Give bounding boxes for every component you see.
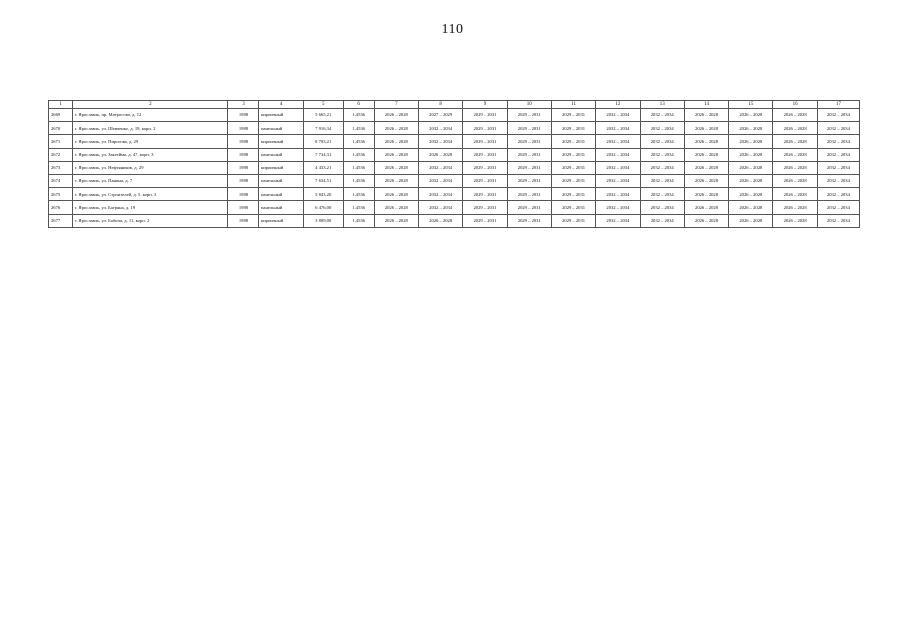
- table-cell: 2032 – 2034: [817, 174, 859, 187]
- table-cell: 4 433,21: [303, 161, 343, 174]
- table-cell: 2026 – 2028: [684, 109, 728, 122]
- table-cell: 2671: [49, 135, 73, 148]
- table-cell: 2026 – 2028: [374, 109, 418, 122]
- table-cell: панельный: [259, 148, 303, 161]
- table-cell: 1988: [228, 109, 259, 122]
- table-cell: 2027 – 2029: [418, 109, 462, 122]
- table-cell: 2026 – 2028: [773, 135, 817, 148]
- table-cell: 1,4536: [343, 161, 374, 174]
- table-cell: 2029 – 2031: [463, 135, 507, 148]
- table-cell: 2026 – 2028: [729, 161, 773, 174]
- table-row: [49, 161, 860, 174]
- table-cell: 5 843,20: [303, 188, 343, 201]
- table-cell: 2026 – 2028: [374, 148, 418, 161]
- table-cell: 2026 – 2028: [684, 188, 728, 201]
- column-number: 11: [551, 101, 595, 109]
- header-row: [49, 101, 860, 109]
- table-cell: 2029 – 2031: [463, 148, 507, 161]
- table-cell: 1988: [228, 122, 259, 135]
- table-cell: г. Ярославль, ул. Строителей, д. 5, корп. 3: [73, 188, 228, 201]
- table-cell: 2029 – 2031: [463, 188, 507, 201]
- table-cell: 7 916,34: [303, 122, 343, 135]
- table-cell: 2032 – 2034: [596, 174, 640, 187]
- column-number: 6: [343, 101, 374, 109]
- table-cell: 2029 – 2031: [507, 122, 551, 135]
- table-cell: 7 734,31: [303, 148, 343, 161]
- table-cell: 2032 – 2034: [640, 214, 684, 227]
- table-cell: 2026 – 2028: [773, 161, 817, 174]
- table-cell: 6 476,00: [303, 201, 343, 214]
- table-cell: панельный: [259, 174, 303, 187]
- table-body: [49, 109, 860, 228]
- table-cell: г. Ярославль, ул. Пирогова, д. 29: [73, 135, 228, 148]
- table-row: [49, 109, 860, 122]
- table-cell: 1988: [228, 148, 259, 161]
- column-number: 10: [507, 101, 551, 109]
- table-cell: панельный: [259, 201, 303, 214]
- table-cell: 2032 – 2034: [418, 201, 462, 214]
- table-cell: 2032 – 2034: [418, 122, 462, 135]
- table-cell: панельный: [259, 188, 303, 201]
- table-cell: 2032 – 2034: [596, 122, 640, 135]
- table-row: [49, 148, 860, 161]
- table-cell: 2029 – 2031: [507, 135, 551, 148]
- table-cell: 2026 – 2028: [418, 148, 462, 161]
- page-number: 110: [441, 22, 464, 37]
- table-cell: 2026 – 2028: [684, 161, 728, 174]
- table-cell: 2029 – 2031: [551, 188, 595, 201]
- table-cell: 1,4536: [343, 148, 374, 161]
- table-cell: 2026 – 2028: [374, 122, 418, 135]
- table-cell: 2032 – 2034: [596, 188, 640, 201]
- table-cell: 1988: [228, 201, 259, 214]
- table-cell: 2029 – 2031: [507, 214, 551, 227]
- table-cell: 2029 – 2031: [463, 214, 507, 227]
- table-cell: 2029 – 2031: [551, 214, 595, 227]
- table-cell: 2026 – 2028: [729, 201, 773, 214]
- table-cell: 1988: [228, 161, 259, 174]
- table-cell: 2674: [49, 174, 73, 187]
- column-number: 15: [729, 101, 773, 109]
- table-cell: 2026 – 2028: [729, 174, 773, 187]
- table-cell: 2026 – 2028: [773, 201, 817, 214]
- table-cell: 2026 – 2028: [729, 109, 773, 122]
- data-table: [48, 100, 860, 228]
- table-cell: 2672: [49, 148, 73, 161]
- table-cell: 2032 – 2034: [640, 201, 684, 214]
- table-row: [49, 214, 860, 227]
- table-cell: 1,4536: [343, 109, 374, 122]
- table-cell: 2026 – 2028: [684, 122, 728, 135]
- table-row: [49, 201, 860, 214]
- table-cell: 2029 – 2031: [463, 122, 507, 135]
- table-cell: 2032 – 2034: [640, 122, 684, 135]
- table-cell: 2026 – 2028: [418, 214, 462, 227]
- table-cell: г. Ярославль, ул. Нефтяников, д. 29: [73, 161, 228, 174]
- table-cell: 2026 – 2028: [374, 161, 418, 174]
- table-cell: 2669: [49, 109, 73, 122]
- table-cell: 2026 – 2028: [374, 174, 418, 187]
- table-cell: 2026 – 2028: [684, 174, 728, 187]
- table-cell: 2026 – 2028: [374, 135, 418, 148]
- table-cell: 2026 – 2028: [773, 148, 817, 161]
- table-cell: 1,4536: [343, 174, 374, 187]
- table-cell: 2029 – 2031: [507, 161, 551, 174]
- table-row: [49, 122, 860, 135]
- table-cell: 2029 – 2031: [463, 161, 507, 174]
- table-cell: 2032 – 2034: [596, 148, 640, 161]
- table-cell: г. Ярославль, ул. Бабича, д. 11, корп. 2: [73, 214, 228, 227]
- table-cell: 1988: [228, 188, 259, 201]
- table-cell: 2026 – 2028: [773, 214, 817, 227]
- table-cell: г. Ярославль, ул. Закгейма, д. 47, корп. 3: [73, 148, 228, 161]
- table-cell: 2032 – 2034: [640, 161, 684, 174]
- table-cell: г. Ярославль, ул. Шевченко, д. 19, корп. 2: [73, 122, 228, 135]
- table-cell: 2026 – 2028: [773, 174, 817, 187]
- table-cell: 2032 – 2034: [817, 214, 859, 227]
- table-cell: кирпичный: [259, 135, 303, 148]
- table-cell: 2029 – 2031: [507, 174, 551, 187]
- table-cell: г. Ярославль, ул. Панина, д. 7: [73, 174, 228, 187]
- table-cell: 2032 – 2034: [640, 135, 684, 148]
- table-cell: 1,4536: [343, 188, 374, 201]
- table-cell: 2032 – 2034: [640, 148, 684, 161]
- table-cell: 2677: [49, 214, 73, 227]
- table-cell: 2032 – 2034: [596, 161, 640, 174]
- table-cell: 1,4536: [343, 214, 374, 227]
- table-cell: 3 809,00: [303, 214, 343, 227]
- table-cell: 2032 – 2034: [640, 109, 684, 122]
- table-cell: 2676: [49, 201, 73, 214]
- table-cell: панельный: [259, 122, 303, 135]
- table-cell: 1,4536: [343, 122, 374, 135]
- table-cell: 2032 – 2034: [817, 122, 859, 135]
- table-cell: 2029 – 2031: [507, 201, 551, 214]
- table-cell: 2032 – 2034: [596, 201, 640, 214]
- table-cell: 1,4536: [343, 201, 374, 214]
- column-number: 1: [49, 101, 73, 109]
- table-cell: 2029 – 2031: [463, 174, 507, 187]
- table-cell: 8 793,21: [303, 135, 343, 148]
- column-number: 3: [228, 101, 259, 109]
- table-cell: 2029 – 2031: [551, 122, 595, 135]
- table-cell: 2026 – 2028: [684, 148, 728, 161]
- table-cell: 2026 – 2028: [729, 148, 773, 161]
- table-cell: 2026 – 2028: [374, 188, 418, 201]
- column-number: 5: [303, 101, 343, 109]
- table-cell: кирпичный: [259, 214, 303, 227]
- table-cell: кирпичный: [259, 109, 303, 122]
- table-cell: 2026 – 2028: [729, 135, 773, 148]
- table-cell: 2029 – 2031: [463, 109, 507, 122]
- table-cell: 2026 – 2028: [374, 214, 418, 227]
- table-cell: 2029 – 2031: [507, 188, 551, 201]
- table-cell: 2029 – 2031: [551, 135, 595, 148]
- table-cell: 2026 – 2028: [684, 201, 728, 214]
- table-cell: 2026 – 2028: [374, 201, 418, 214]
- table-cell: 2032 – 2034: [418, 174, 462, 187]
- column-number: 9: [463, 101, 507, 109]
- table-cell: 2026 – 2028: [729, 188, 773, 201]
- table-cell: 2026 – 2028: [729, 214, 773, 227]
- table-cell: 1988: [228, 135, 259, 148]
- table-cell: 2029 – 2031: [551, 201, 595, 214]
- table-cell: 2026 – 2028: [684, 135, 728, 148]
- table-cell: 2032 – 2034: [817, 161, 859, 174]
- table-cell: 1988: [228, 214, 259, 227]
- table-row: [49, 135, 860, 148]
- table-cell: 2029 – 2031: [463, 201, 507, 214]
- table-cell: г. Ярославль, пр. Матросова, д. 12: [73, 109, 228, 122]
- column-number: 2: [73, 101, 228, 109]
- table-cell: 2032 – 2034: [418, 135, 462, 148]
- column-number: 13: [640, 101, 684, 109]
- table-row: [49, 188, 860, 201]
- table-cell: 2032 – 2034: [640, 174, 684, 187]
- table-cell: 2032 – 2034: [817, 188, 859, 201]
- table-cell: 5 665,21: [303, 109, 343, 122]
- column-number: 7: [374, 101, 418, 109]
- table-cell: 2029 – 2031: [551, 109, 595, 122]
- table-cell: 2032 – 2034: [418, 161, 462, 174]
- column-number: 12: [596, 101, 640, 109]
- table-row: [49, 174, 860, 187]
- table-cell: 2026 – 2028: [773, 109, 817, 122]
- table-cell: 2032 – 2034: [596, 109, 640, 122]
- table-cell: 2026 – 2028: [773, 188, 817, 201]
- table-cell: 2032 – 2034: [596, 135, 640, 148]
- table-cell: 1988: [228, 174, 259, 187]
- table-cell: 2029 – 2031: [551, 174, 595, 187]
- table-cell: 1,4536: [343, 135, 374, 148]
- table-cell: 2032 – 2034: [817, 135, 859, 148]
- table-cell: 2675: [49, 188, 73, 201]
- table-cell: 2026 – 2028: [773, 122, 817, 135]
- table-cell: 2029 – 2031: [551, 161, 595, 174]
- column-number: 17: [817, 101, 859, 109]
- table-cell: 2670: [49, 122, 73, 135]
- table-cell: 2029 – 2031: [507, 148, 551, 161]
- table-cell: 2032 – 2034: [817, 148, 859, 161]
- table-cell: 2026 – 2028: [684, 214, 728, 227]
- column-number: 4: [259, 101, 303, 109]
- table-cell: 2032 – 2034: [817, 109, 859, 122]
- table-cell: 2032 – 2034: [640, 188, 684, 201]
- table-cell: 2032 – 2034: [418, 188, 462, 201]
- table-cell: 2032 – 2034: [817, 201, 859, 214]
- table-cell: 2032 – 2034: [596, 214, 640, 227]
- table-cell: 2029 – 2031: [507, 109, 551, 122]
- column-number: 16: [773, 101, 817, 109]
- column-number: 8: [418, 101, 462, 109]
- table-cell: 2029 – 2031: [551, 148, 595, 161]
- table-cell: кирпичный: [259, 161, 303, 174]
- table-cell: 2673: [49, 161, 73, 174]
- table-cell: 2026 – 2028: [729, 122, 773, 135]
- table-cell: 7 634,51: [303, 174, 343, 187]
- table-cell: г. Ярославль, ул. Багряна, д. 19: [73, 201, 228, 214]
- column-number: 14: [684, 101, 728, 109]
